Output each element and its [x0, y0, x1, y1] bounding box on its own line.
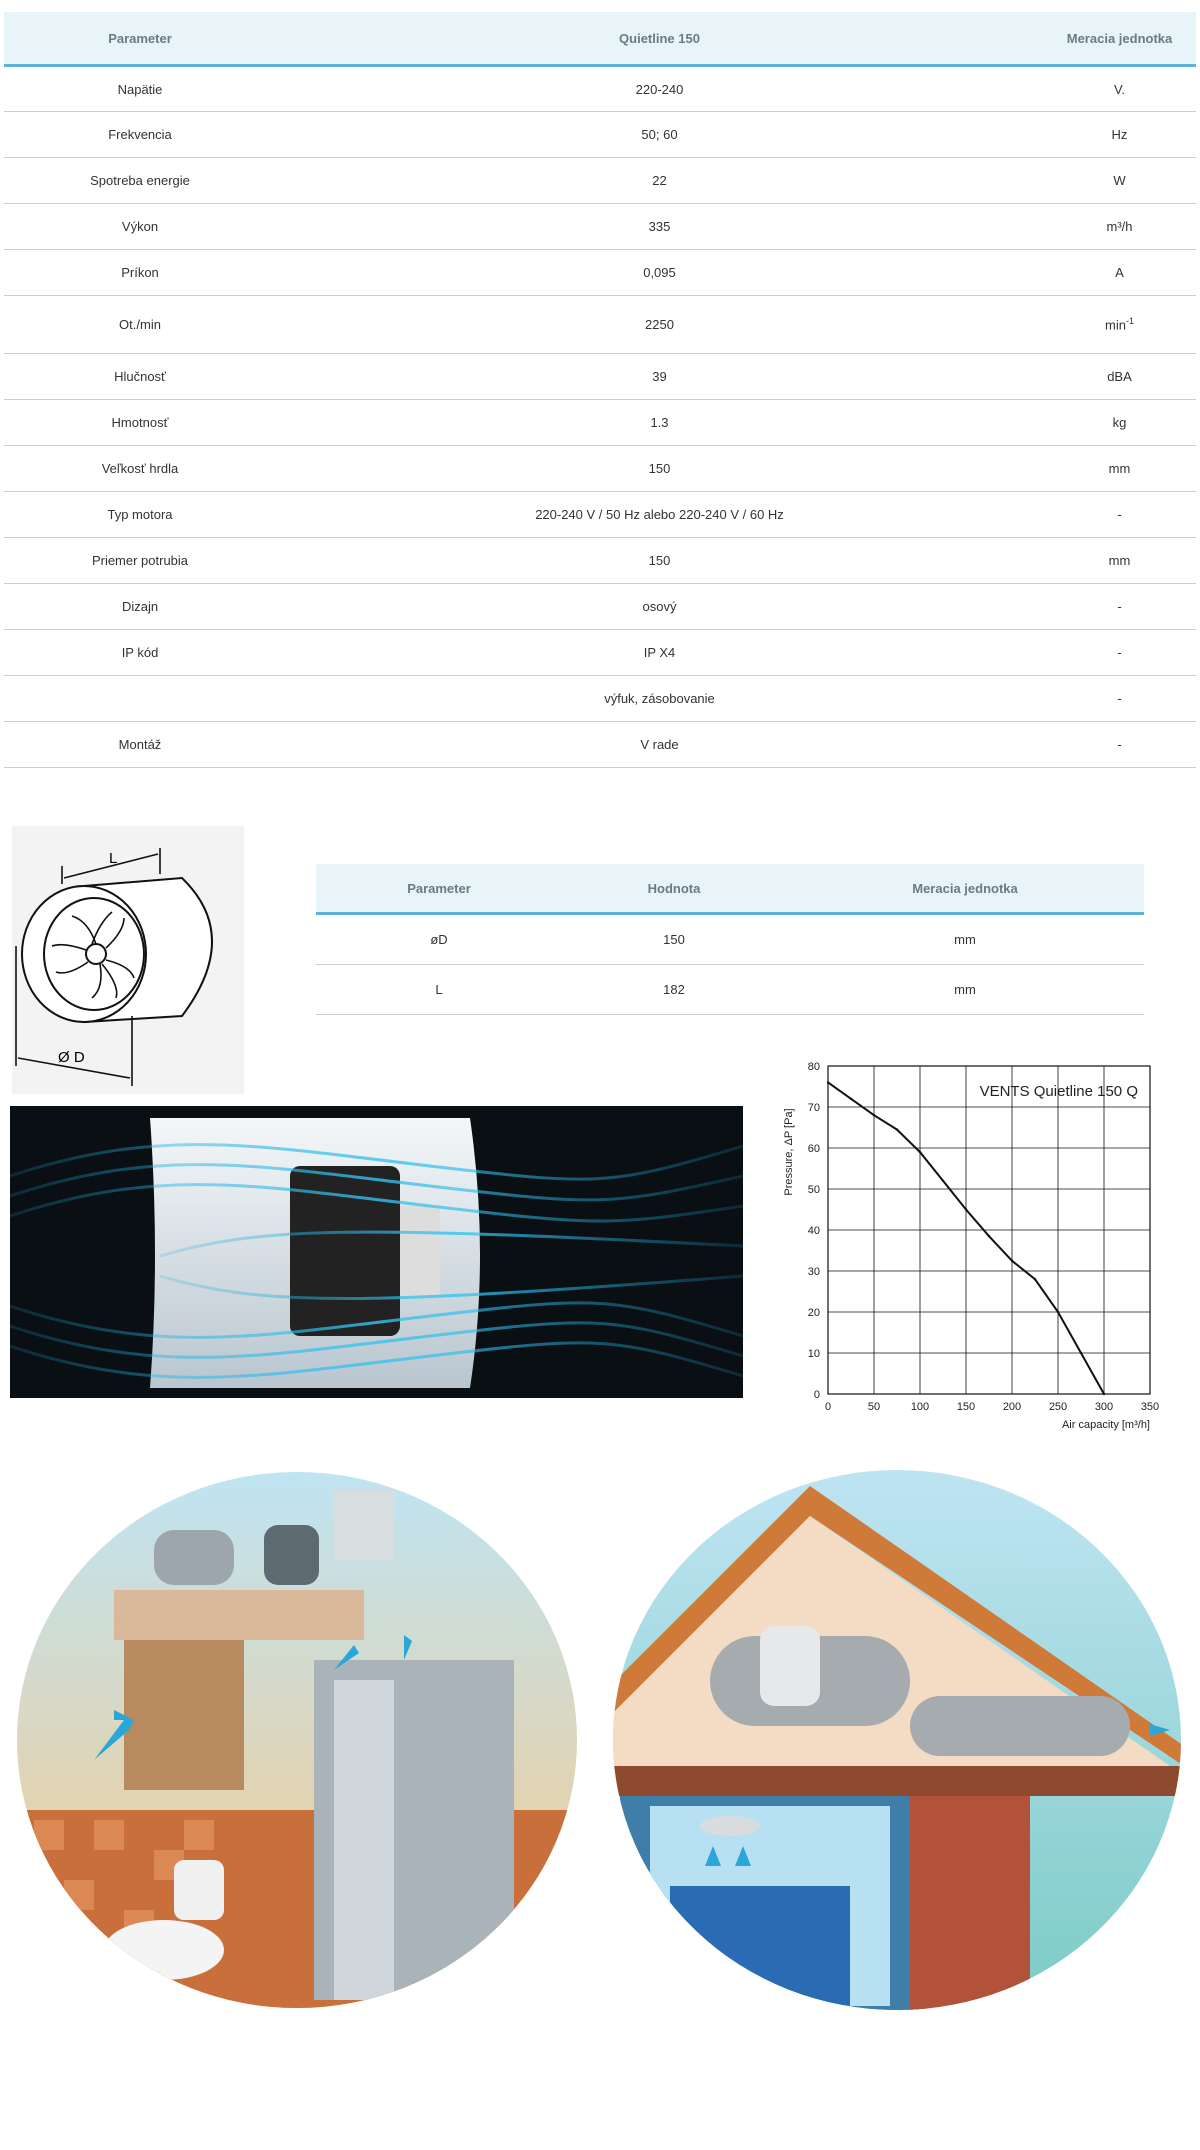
dim-unit: mm — [786, 914, 1144, 965]
table-row — [4, 492, 1196, 538]
dim-param: øD — [316, 914, 562, 965]
spec-unit: - — [1043, 584, 1196, 630]
table-row — [4, 204, 1196, 250]
attic-installation-illustration — [610, 1466, 1184, 2014]
chart-point — [1057, 1311, 1059, 1313]
spec-value: 1.3 — [276, 400, 1043, 446]
table-row — [4, 250, 1196, 296]
table-row — [4, 538, 1196, 584]
spec-param: Veľkosť hrdla — [4, 446, 276, 492]
performance-chart — [776, 1052, 1176, 1442]
spec-table — [4, 12, 1196, 768]
spec-unit: - — [1043, 630, 1196, 676]
chart-y-tick-label: 60 — [807, 1143, 820, 1155]
dim-value: 182 — [562, 965, 786, 1015]
spec-param: Hlučnosť — [4, 354, 276, 400]
chart-point — [965, 1208, 967, 1210]
chart-x-tick-label: 250 — [1048, 1401, 1068, 1413]
table-row — [4, 584, 1196, 630]
table-row — [4, 722, 1196, 768]
spec-value: 335 — [276, 204, 1043, 250]
spec-value: 0,095 — [276, 250, 1043, 296]
dim-value: 150 — [562, 914, 786, 965]
spec-param: Priemer potrubia — [4, 538, 276, 584]
spec-unit-exponent: -1 — [1125, 316, 1134, 327]
spec-param: Výkon — [4, 204, 276, 250]
dim-header-value: Hodnota — [562, 864, 786, 914]
table-row — [4, 66, 1196, 112]
table-row — [4, 354, 1196, 400]
dimension-label-l: L — [109, 850, 118, 867]
spec-unit: V. — [1043, 66, 1196, 112]
chart-x-tick-label: 350 — [1140, 1401, 1160, 1413]
spec-value: 220-240 — [276, 66, 1043, 112]
table-row — [316, 914, 1144, 965]
chart-y-tick-label: 30 — [807, 1266, 820, 1278]
spec-header-parameter: Parameter — [4, 12, 276, 66]
dimension-table — [316, 864, 1144, 1015]
spec-value: 2250 — [276, 296, 1043, 354]
dim-header-parameter: Parameter — [316, 864, 562, 914]
spec-unit-base: min — [1105, 317, 1126, 333]
spec-value: 22 — [276, 158, 1043, 204]
spec-value: 50; 60 — [276, 112, 1043, 158]
chart-point — [942, 1180, 944, 1182]
table-row — [316, 965, 1144, 1015]
spec-unit — [1043, 296, 1196, 354]
chart-point — [850, 1098, 852, 1100]
chart-point — [873, 1114, 875, 1116]
chart-point — [827, 1081, 829, 1083]
spec-value: výfuk, zásobovanie — [276, 676, 1043, 722]
spec-unit: Hz — [1043, 112, 1196, 158]
chart-y-tick-label: 50 — [807, 1184, 820, 1196]
chart-y-tick-label: 20 — [807, 1307, 820, 1319]
spec-unit: - — [1043, 722, 1196, 768]
chart-x-axis-label: Air capacity [m³/h] — [1061, 1419, 1150, 1431]
chart-x-tick-label: 100 — [910, 1401, 930, 1413]
spec-param — [4, 676, 276, 722]
spec-param: Hmotnosť — [4, 400, 276, 446]
table-row — [4, 296, 1196, 354]
chart-point — [896, 1128, 898, 1130]
fan-dimension-drawing — [12, 826, 244, 1094]
chart-x-tick-label: 150 — [956, 1401, 976, 1413]
chart-point — [1011, 1260, 1013, 1262]
spec-unit: mm — [1043, 538, 1196, 584]
dim-unit: mm — [786, 965, 1144, 1015]
dim-header-row — [316, 864, 1144, 914]
spec-param: Montáž — [4, 722, 276, 768]
spec-param: Napätie — [4, 66, 276, 112]
bathroom-installation-illustration — [14, 1470, 580, 2010]
spec-value: 150 — [276, 446, 1043, 492]
spec-param: Typ motora — [4, 492, 276, 538]
chart-y-tick-label: 80 — [807, 1061, 820, 1073]
dim-header-unit: Meracia jednotka — [786, 864, 1144, 914]
spec-value: 150 — [276, 538, 1043, 584]
chart-y-tick-label: 0 — [813, 1389, 820, 1401]
spec-unit: - — [1043, 492, 1196, 538]
table-row — [4, 446, 1196, 492]
chart-x-tick-label: 50 — [867, 1401, 881, 1413]
spec-param: Ot./min — [4, 296, 276, 354]
chart-x-tick-label: 300 — [1094, 1401, 1114, 1413]
chart-title: VENTS Quietline 150 Q — [979, 1083, 1138, 1100]
spec-unit: - — [1043, 676, 1196, 722]
spec-param: Príkon — [4, 250, 276, 296]
spec-header-model: Quietline 150 — [276, 12, 1043, 66]
spec-param: Spotreba energie — [4, 158, 276, 204]
spec-value: V rade — [276, 722, 1043, 768]
chart-point — [1034, 1278, 1036, 1280]
spec-param: IP kód — [4, 630, 276, 676]
table-row — [4, 630, 1196, 676]
chart-y-tick-label: 70 — [807, 1102, 820, 1114]
spec-value: 39 — [276, 354, 1043, 400]
spec-value: IP X4 — [276, 630, 1043, 676]
table-row — [4, 400, 1196, 446]
spec-unit: A — [1043, 250, 1196, 296]
spec-unit: W — [1043, 158, 1196, 204]
chart-y-tick-label: 10 — [807, 1348, 820, 1360]
spec-param: Dizajn — [4, 584, 276, 630]
spec-value: osový — [276, 584, 1043, 630]
spec-unit: kg — [1043, 400, 1196, 446]
spec-header-row — [4, 12, 1196, 66]
table-row — [4, 676, 1196, 722]
dim-param: L — [316, 965, 562, 1015]
dimension-label-d: Ø D — [58, 1049, 85, 1066]
chart-y-tick-label: 40 — [807, 1225, 820, 1237]
chart-point — [919, 1151, 921, 1153]
spec-header-unit: Meracia jednotka — [1043, 12, 1196, 66]
chart-point — [1103, 1393, 1105, 1395]
chart-x-tick-label: 200 — [1002, 1401, 1022, 1413]
spec-param: Frekvencia — [4, 112, 276, 158]
chart-x-tick-label: 0 — [824, 1401, 832, 1413]
table-row — [4, 158, 1196, 204]
chart-y-axis-label: Pressure, ΔP [Pa] — [783, 1108, 795, 1196]
spec-unit: m³/h — [1043, 204, 1196, 250]
fan-airflow-image — [10, 1106, 743, 1398]
spec-unit: dBA — [1043, 354, 1196, 400]
spec-value: 220-240 V / 50 Hz alebo 220-240 V / 60 Hz — [276, 492, 1043, 538]
spec-unit: mm — [1043, 446, 1196, 492]
chart-point — [1080, 1352, 1082, 1354]
chart-point — [988, 1235, 990, 1237]
table-row — [4, 112, 1196, 158]
